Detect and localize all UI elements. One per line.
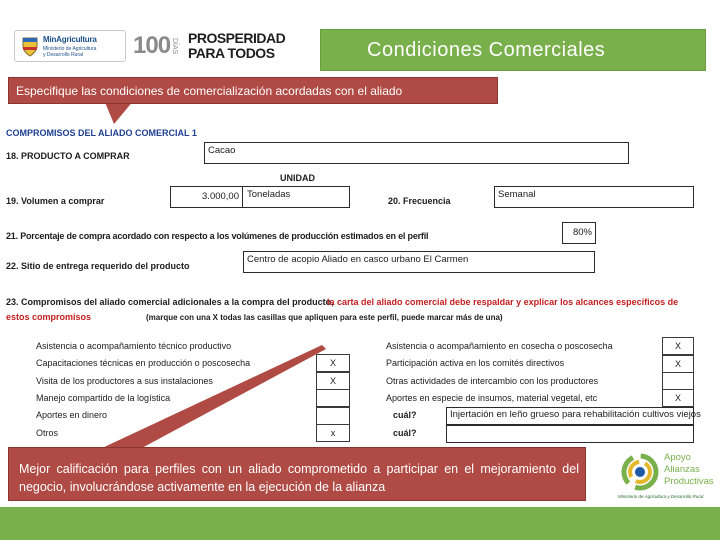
volume-field[interactable]	[171, 187, 243, 207]
colombia-shield-icon	[21, 36, 39, 58]
alianzas-swirl-icon	[620, 452, 660, 492]
alianzas-line2: Alianzas	[664, 464, 700, 475]
hundred-days-logo	[133, 30, 178, 62]
percentage-value: 80%	[572, 227, 592, 238]
ministry-name: MinAgricultura	[43, 35, 97, 44]
alianzas-line3: Productivas	[664, 476, 714, 487]
right-checkbox[interactable]	[662, 372, 694, 390]
left-item-label: Asistencia o acompañamiento técnico productivo	[36, 341, 232, 351]
frequency-field[interactable]	[494, 186, 694, 208]
prosperidad-logo: PROSPERIDAD PARA TODOS	[188, 30, 286, 61]
right-item-label: Aportes en especie de insumos, material vegetal, etc	[386, 393, 598, 403]
note-text: Mejor calificación para perfiles con un aliado comprometido a participar en el mejoramiento del negocio, involucrándose activamente en la ejecución de la alianza	[19, 462, 579, 494]
alianzas-subtitle: Ministerio de Agricultura y Desarrollo Rural	[618, 494, 704, 499]
left-checkbox[interactable]: x	[316, 424, 350, 442]
right-item-label: Asistencia o acompañamiento en cosecha o poscosecha	[386, 341, 613, 351]
cual-label-right: cuál?	[393, 428, 417, 438]
volume-value: 3.000,00	[202, 191, 239, 202]
delivery-site-field[interactable]	[243, 251, 595, 273]
instruction-text: Especifique las condiciones de comercialización acordadas con el aliado	[16, 84, 403, 98]
q23-highlight: la carta del aliado comercial debe respaldar y explicar los alcances específicos de	[327, 297, 679, 307]
left-item-label: Aportes en dinero	[36, 410, 108, 420]
alianzas-productivas-logo	[618, 448, 718, 506]
percentage-field[interactable]	[562, 222, 596, 244]
q18-label: 18. PRODUCTO A COMPRAR	[6, 151, 130, 161]
other-specify-value: Injertación en leño grueso para rehabilitación cultivos viejos	[450, 409, 701, 420]
delivery-site-value: Centro de acopio Aliado en casco urbano El Carmen	[247, 254, 469, 265]
right-item-label: Participación activa en los comités directivos	[386, 358, 565, 368]
cual-label-left: cuál?	[393, 410, 417, 420]
q20-label: 20. Frecuencia	[388, 196, 451, 206]
product-field[interactable]	[204, 142, 629, 164]
minagricultura-logo	[14, 30, 126, 62]
section-title: COMPROMISOS DEL ALIADO COMERCIAL 1	[6, 128, 197, 138]
callout-pointer-bottom	[100, 345, 330, 451]
q19-label: 19. Volumen a comprar	[6, 196, 105, 206]
left-checkbox[interactable]: X	[316, 372, 350, 390]
q23-line2: estos compromisos	[6, 312, 92, 322]
left-item-label: Manejo compartido de la logística	[36, 393, 171, 403]
hundred-number: 100	[133, 32, 171, 59]
frequency-value: Semanal	[498, 189, 536, 200]
other-specify-field[interactable]	[446, 407, 701, 425]
left-checkbox[interactable]: X	[316, 354, 350, 372]
left-item-label: Otros	[36, 428, 59, 438]
left-item-label: Capacitaciones técnicas en producción o poscosecha	[36, 358, 251, 368]
q21-label: 21. Porcentaje de compra acordado con respecto a los volúmenes de producción estimados en el perfil	[6, 231, 429, 241]
other-specify-field-2[interactable]	[446, 425, 694, 443]
right-checkbox[interactable]: X	[662, 337, 694, 355]
q22-label: 22. Sitio de entrega requerido del producto	[6, 261, 190, 271]
right-checkbox[interactable]: X	[662, 355, 694, 373]
ministry-subtitle: Ministerio de Agricultura y Desarrollo Rural	[43, 46, 97, 58]
q23-note: (marque con una X todas las casillas que apliquen para este perfil, puede marcar más de una)	[146, 313, 503, 322]
instruction-callout	[8, 77, 498, 104]
unit-header: UNIDAD	[280, 173, 315, 183]
volume-unit[interactable]: Toneladas	[247, 189, 291, 200]
right-item-label: Otras actividades de intercambio con los productores	[386, 376, 599, 386]
q23-label: 23. Compromisos del aliado comercial adicionales a la compra del producto,	[6, 297, 334, 307]
title-banner	[320, 29, 706, 71]
left-item-label: Visita de los productores a sus instalaciones	[36, 376, 213, 386]
hundred-days-text: DÍAS	[171, 37, 179, 55]
volume-field-group	[170, 186, 350, 208]
alianzas-line1: Apoyo	[664, 452, 691, 463]
product-value: Cacao	[208, 145, 236, 156]
page-title: Condiciones Comerciales	[367, 39, 606, 61]
footer-bar	[0, 507, 720, 540]
note-callout	[8, 447, 586, 501]
right-checkbox[interactable]: X	[662, 389, 694, 407]
